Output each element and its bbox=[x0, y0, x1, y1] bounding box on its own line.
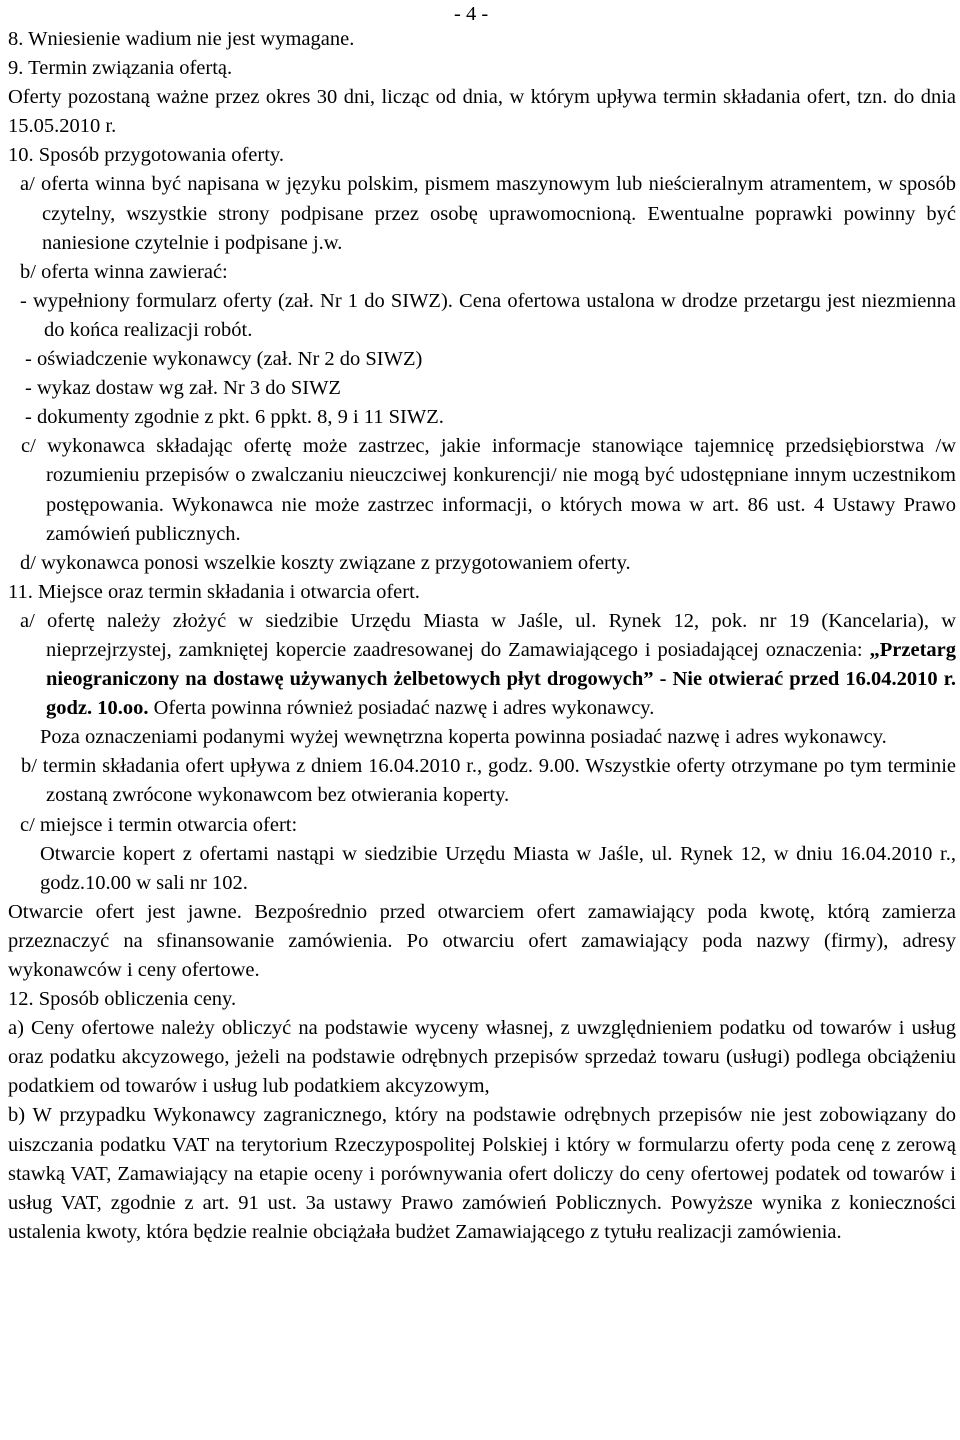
envelope-marking: „Przetarg nieograniczony na dostawę używanych żelbetowych płyt drogowych” - Nie otwierać przed 16.04.2010 r. godz. 10.oo. bbox=[46, 638, 956, 720]
section-10-item-b-list-item: - oświadczenie wykonawcy (zał. Nr 2 do SIWZ) bbox=[25, 348, 423, 371]
section-10-item-c: c/ wykonawca składając ofertę może zastrzec, jakie informacje stanowiące tajemnicę przedsiębiorstwa /w rozumieniu przepisów o zwalczaniu nieuczciwej konkurencji/ nie mogą być udostępniane innym uczestnikom postępowania. Wykonawca nie może zastrzec informacji, o których mowa w art. 86 ust. 4 Ustawy Prawo zamówień publicznych. bbox=[21, 435, 956, 545]
section-11-heading: 11. Miejsce oraz termin składania i otwarcia ofert. bbox=[8, 580, 420, 603]
section-10-item-b-list-item: - wykaz dostaw wg zał. Nr 3 do SIWZ bbox=[25, 377, 341, 400]
section-11-item-c-text: Otwarcie kopert z ofertami nastąpi w siedzibie Urzędu Miasta w Jaśle, ul. Rynek 12, w dniu 16.04.2010 r., godz.10.00 w sali nr 102. bbox=[40, 842, 956, 894]
section-10-item-d: d/ wykonawca ponosi wszelkie koszty związane z przygotowaniem oferty. bbox=[20, 551, 631, 574]
section-11-item-a-text-end: Oferta powinna również posiadać nazwę i adres wykonawcy. bbox=[148, 697, 655, 720]
section-10-item-a: a/ oferta winna być napisana w języku polskim, pismem maszynowym lub nieścieralnym atramentem, w sposób czytelny, wszystkie strony podpisane przez osobę uprawomocnioną. Ewentualne poprawki powinny być naniesione czytelnie i podpisane j.w. bbox=[20, 173, 956, 254]
section-10-item-b-list-item: - wypełniony formularz oferty (zał. Nr 1 do SIWZ). Cena ofertowa ustalona w drodze przetargu jest niezmienna do końca realizacji robót. bbox=[20, 289, 956, 341]
document-body bbox=[8, 25, 956, 1247]
section-12-item-a: a) Ceny ofertowe należy obliczyć na podstawie wyceny własnej, z uwzględnieniem podatku od towarów i usług oraz podatku akcyzowego, jeżeli na podstawie odrębnych przepisów sprzedaż towaru (usługi) podlega obciążeniu podatkiem od towarów i usług lub podatkiem akcyzowym, bbox=[8, 1017, 956, 1098]
section-10-item-b-list-item: - dokumenty zgodnie z pkt. 6 ppkt. 8, 9 i 11 SIWZ. bbox=[25, 406, 444, 429]
section-9-text: Oferty pozostaną ważne przez okres 30 dni, licząc od dnia, w którym upływa termin składania ofert, tzn. do dnia 15.05.2010 r. bbox=[8, 86, 956, 138]
section-11-item-a-text: a/ ofertę należy złożyć w siedzibie Urzędu Miasta w Jaśle, ul. Rynek 12, pok. nr 19 (Kancelaria), w nieprzejrzystej, zamkniętej kopercie zaadresowanej do Zamawiającego i posiadającej oznaczenia: bbox=[20, 609, 956, 661]
section-11-item-b: b/ termin składania ofert upływa z dniem 16.04.2010 r., godz. 9.00. Wszystkie oferty otrzymane po tym terminie zostaną zwrócone wykonawcom bez otwierania koperty. bbox=[21, 755, 956, 807]
section-11-item-a bbox=[8, 607, 956, 723]
section-10-heading: 10. Sposób przygotowania oferty. bbox=[8, 144, 284, 167]
page-number: - 4 - bbox=[454, 3, 489, 25]
section-9-heading: 9. Termin związania ofertą. bbox=[8, 57, 233, 80]
section-8-line: 8. Wniesienie wadium nie jest wymagane. bbox=[8, 28, 355, 50]
section-12-heading: 12. Sposób obliczenia ceny. bbox=[8, 988, 237, 1011]
public-opening-paragraph: Otwarcie ofert jest jawne. Bezpośrednio przed otwarciem ofert zamawiający poda kwotę, którą zamierza przeznaczyć na sfinansowanie zamówienia. Po otwarciu ofert zamawiający poda nazwy (firmy), adresy wykonawców i ceny ofertowe. bbox=[8, 900, 956, 981]
section-12-item-b: b) W przypadku Wykonawcy zagranicznego, który na podstawie odrębnych przepisów nie jest zobowiązany do uiszczania podatku VAT na terytorium Rzeczypospolitej Polskiej i który w formularzu oferty poda cenę z zerową stawką VAT, Zamawiający na etapie oceny i porównywania ofert doliczy do ceny ofertowej podatek od towarów i usług VAT, zgodnie z art. 91 ust. 3a ustawy Prawo zamówień Poblicznych. Powyższe wynika z konieczności ustalenia kwoty, która będzie realnie obciążała budżet Zamawiającego z tytułu realizacji zamówienia. bbox=[8, 1104, 956, 1243]
section-10-item-b-heading: b/ oferta winna zawierać: bbox=[20, 260, 228, 283]
section-11-item-c-heading: c/ miejsce i termin otwarcia ofert: bbox=[20, 813, 298, 836]
section-11-item-a-extra: Poza oznaczeniami podanymi wyżej wewnętrzna koperta powinna posiadać nazwę i adres wykonawcy. bbox=[40, 726, 887, 749]
